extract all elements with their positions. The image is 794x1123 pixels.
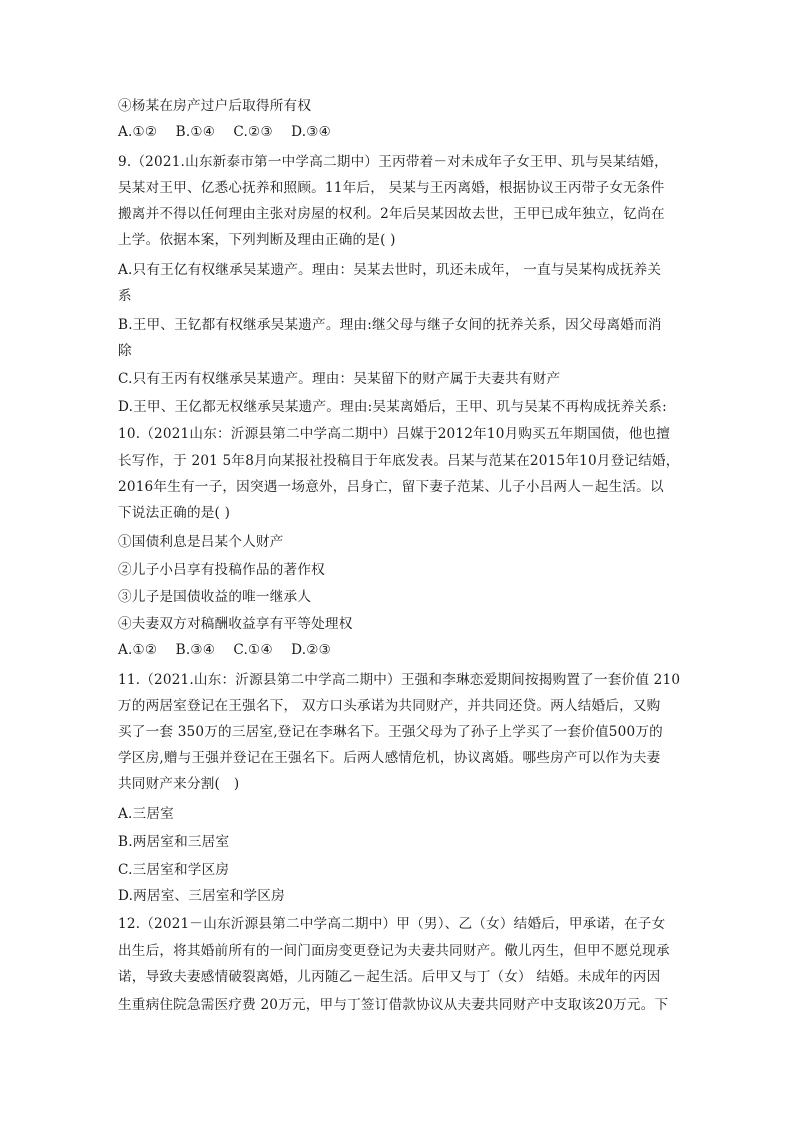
line-question-11-3: 买了一套 350万的三居室,登记在李琳名下。王强父母为了孙子上学买了一套价值500万的 bbox=[118, 724, 663, 740]
line-question-10-1: 10.（2021山东：沂源县第二中学高二期中）吕媒于2012年10月购买五年期国债，他也擅 bbox=[118, 426, 671, 442]
line-question-9-option-d: D.王甲、王亿都无权继承吴某遗产。理由:吴某离婚后，王甲、玑与吴某不再构成抚养关系: bbox=[118, 399, 667, 415]
line-question-11-option-d: D.两居室、三居室和学区房 bbox=[118, 888, 285, 904]
line-question-9-2: 吴某对王甲、亿悉心抚养和照顾。11年后， 吴某与王丙离婚，根据协议王丙带子女无条件 bbox=[118, 180, 665, 196]
line-option-4-yang: ④杨某在房产过户后取得所有权 bbox=[118, 98, 312, 114]
line-question-11-1: 11.（2021.山东：沂源县第二中学高二期中）王强和李琳恋爱期间按揭购置了一套价值 210 bbox=[118, 672, 681, 688]
line-question-10-item-3: ③儿子是国债收益的唯一继承人 bbox=[118, 589, 312, 605]
line-answer-choices-10: A.①② B.③④ C.①④ D.②③ bbox=[118, 642, 332, 658]
line-question-9-4: 上学。依据本案，下列判断及理由正确的是( ) bbox=[118, 232, 396, 248]
line-question-11-option-a: A.三居室 bbox=[118, 806, 174, 822]
line-question-10-2: 长写作，于 201 5年8月向某报社投稿目于年底发表。吕某与范某在2015年10月登记结婚， bbox=[118, 453, 680, 469]
line-question-11-2: 万的两居室登记在王强名下， 双方口头承诺为共同财产，并共同还贷。两人结婚后，又购 bbox=[118, 698, 661, 714]
line-question-10-4: 下说法正确的是( ) bbox=[118, 505, 231, 521]
line-question-10-item-4: ④夫妻双方对稿酬收益享有平等处理权 bbox=[118, 616, 353, 632]
line-question-12-2: 出生后，将其婚前所有的一间门面房变更登记为夫妻共同财产。儆儿丙生，但甲不愿兑现承 bbox=[118, 943, 670, 959]
line-question-9-3: 搬离并不得以任何理由主张对房屋的权利。2年后吴某因故去世，王甲已成年独立，钇尚在 bbox=[118, 206, 665, 222]
line-question-11-4: 学区房,赠与王强并登记在王强名下。后两人感情危机，协议离婚。哪些房产可以作为夫妻 bbox=[118, 750, 661, 766]
line-question-9-option-b-cont: 除 bbox=[118, 343, 132, 359]
line-question-9-option-a-cont: 系 bbox=[118, 288, 132, 304]
line-question-9-option-c: C.只有王丙有权继承吴某遗产。理由：吴某留下的财产属于夫妻共有财产 bbox=[118, 371, 561, 387]
line-question-11-option-c: C.三居室和学区房 bbox=[118, 862, 230, 878]
line-answer-choices-8: A.①② B.①④ C.②③ D.③④ bbox=[118, 124, 332, 140]
line-question-9-1: 9.（2021.山东新泰市第一中学高二期中）王丙带着－对未成年子女王甲、玑与吴某结婚， bbox=[118, 154, 668, 170]
line-question-12-4: 生重病住院急需医疗费 20万元，甲与丁签订借款协议从夫妻共同财产中支取该20万元。下 bbox=[118, 997, 669, 1013]
line-question-11-option-b: B.两居室和三居室 bbox=[118, 834, 230, 850]
line-question-12-3: 诺，导致夫妻感情破裂离婚，儿丙随乙－起生活。后甲又与丁（女） 结婚。未成年的丙因 bbox=[118, 969, 661, 985]
line-question-9-option-b: B.王甲、王钇都有权继承吴某遗产。理由:继父母与继子女间的抚养关系，因父母离婚而消 bbox=[118, 317, 662, 333]
line-question-11-5: 共同财产来分割( ) bbox=[118, 776, 240, 792]
line-question-12-1: 12.（2021－山东沂源县第二中学高二期中）甲（男）、乙（女）结婚后，甲承诺，在子女 bbox=[118, 916, 666, 932]
line-question-9-option-a: A.只有王亿有权继承吴某遗产。理由：吴某去世时，玑还未成年， 一直与吴某构成抚养关 bbox=[118, 262, 662, 278]
line-question-10-3: 2016年生有一子，因突遇一场意外，吕身亡，留下妻子范某、儿子小吕两人－起生活。以 bbox=[118, 479, 664, 495]
line-question-10-item-2: ②儿子小吕享有投稿作品的著作权 bbox=[118, 562, 325, 578]
line-question-10-item-1: ①国债利息是吕某个人财产 bbox=[118, 534, 284, 550]
